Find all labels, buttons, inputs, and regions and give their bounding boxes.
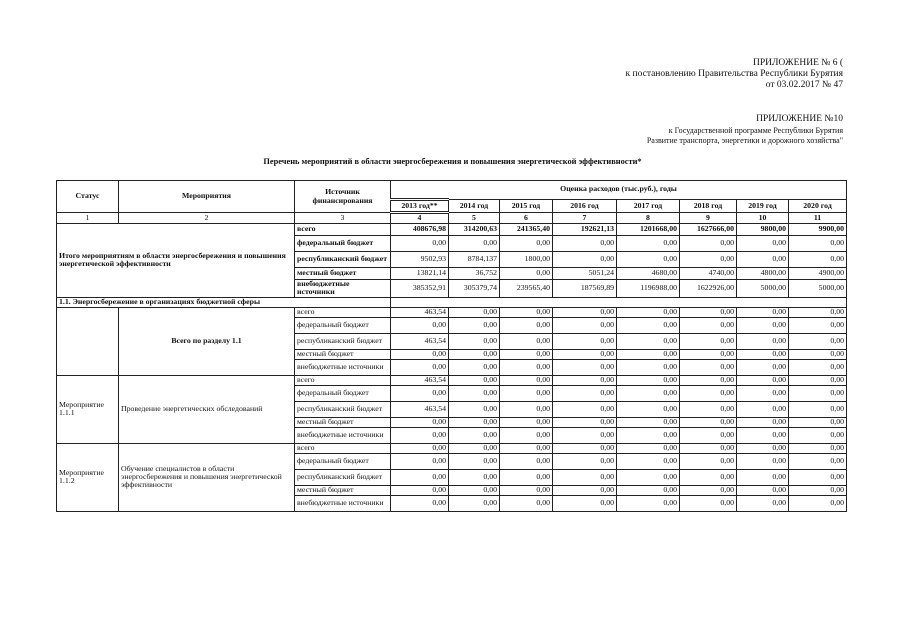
- value-cell: 0,00: [449, 333, 500, 349]
- value-cell: 0,00: [391, 236, 449, 252]
- value-cell: 0,00: [449, 453, 500, 469]
- value-cell: 192621,13: [553, 224, 617, 236]
- value-cell: 8784,137: [449, 252, 500, 268]
- value-cell: 0,00: [553, 495, 617, 511]
- value-cell: 0,00: [553, 469, 617, 485]
- value-cell: 36,752: [449, 268, 500, 280]
- header-year-6: 2019 год: [737, 200, 789, 213]
- value-cell: 314200,63: [449, 224, 500, 236]
- value-cell: 0,00: [737, 453, 789, 469]
- value-cell: 0,00: [449, 469, 500, 485]
- value-cell: 0,00: [391, 359, 449, 375]
- appendix-6-line1: ПРИЛОЖЕНИЕ № 6 (: [752, 58, 843, 68]
- value-cell: 0,00: [391, 485, 449, 495]
- value-cell: 0,00: [391, 453, 449, 469]
- header-year-5: 2018 год: [680, 200, 737, 213]
- column-number-11: 11: [789, 213, 847, 224]
- value-cell: 0,00: [500, 359, 553, 375]
- column-number-8: 8: [617, 213, 680, 224]
- value-cell: 4900,00: [789, 268, 847, 280]
- funding-source: местный бюджет: [295, 268, 391, 280]
- value-cell: 9502,93: [391, 252, 449, 268]
- funding-source: федеральный бюджет: [295, 236, 391, 252]
- value-cell: 1201668,00: [617, 224, 680, 236]
- value-cell: 0,00: [449, 307, 500, 317]
- value-cell: 0,00: [500, 417, 553, 427]
- value-cell: 0,00: [680, 495, 737, 511]
- value-cell: 0,00: [449, 495, 500, 511]
- value-cell: 0,00: [449, 401, 500, 417]
- value-cell: 0,00: [553, 443, 617, 453]
- funding-source: всего: [295, 224, 391, 236]
- value-cell: 0,00: [789, 453, 847, 469]
- value-cell: 0,00: [617, 333, 680, 349]
- funding-source: внебюджетные источники: [295, 495, 391, 511]
- value-cell: 0,00: [680, 252, 737, 268]
- appendix-10-line3: Развитие транспорта, энергетики и дорожного хозяйства": [646, 135, 843, 145]
- value-cell: 0,00: [789, 236, 847, 252]
- table-body: [57, 224, 847, 512]
- value-cell: 0,00: [553, 485, 617, 495]
- value-cell: 0,00: [391, 385, 449, 401]
- value-cell: 0,00: [553, 333, 617, 349]
- value-cell: 0,00: [553, 252, 617, 268]
- value-cell: 0,00: [680, 375, 737, 385]
- header-year-1: 2014 год: [449, 200, 500, 213]
- group-activity: Обучение специалистов в области энергосбережения и повышения энергетической эффективности: [119, 443, 295, 511]
- value-cell: 0,00: [500, 453, 553, 469]
- funding-source: республиканский бюджет: [295, 252, 391, 268]
- column-number-9: 9: [680, 213, 737, 224]
- value-cell: 0,00: [789, 485, 847, 495]
- table-row: [57, 307, 847, 317]
- value-cell: 0,00: [789, 495, 847, 511]
- value-cell: 0,00: [680, 236, 737, 252]
- value-cell: 0,00: [680, 453, 737, 469]
- value-cell: 0,00: [789, 443, 847, 453]
- value-cell: 1800,00: [500, 252, 553, 268]
- value-cell: 0,00: [680, 349, 737, 359]
- value-cell: 0,00: [737, 317, 789, 333]
- header-year-3: 2016 год: [553, 200, 617, 213]
- value-cell: 0,00: [617, 349, 680, 359]
- value-cell: 0,00: [449, 417, 500, 427]
- value-cell: 0,00: [500, 268, 553, 280]
- value-cell: 4740,00: [680, 268, 737, 280]
- value-cell: 1622926,00: [680, 280, 737, 298]
- funding-source: внебюджетные источники: [295, 280, 391, 298]
- value-cell: 0,00: [737, 252, 789, 268]
- value-cell: 0,00: [737, 349, 789, 359]
- value-cell: 0,00: [789, 307, 847, 317]
- value-cell: 0,00: [391, 417, 449, 427]
- value-cell: 0,00: [680, 385, 737, 401]
- document-title: Перечень мероприятий в области энергосбережения и повышения энергетической эффективности*: [263, 157, 642, 166]
- group-status: Итого мероприятиям в области энергосбережения и повышения энергетической эффективности: [57, 224, 295, 298]
- header-year-4: 2017 год: [617, 200, 680, 213]
- funding-source: республиканский бюджет: [295, 333, 391, 349]
- value-cell: 0,00: [789, 385, 847, 401]
- value-cell: 5051,24: [553, 268, 617, 280]
- header-source: Источник финансирования: [295, 181, 391, 213]
- appendix-6-line3: от 03.02.2017 № 47: [765, 80, 843, 90]
- value-cell: 0,00: [617, 375, 680, 385]
- value-cell: 463,54: [391, 401, 449, 417]
- value-cell: 0,00: [500, 443, 553, 453]
- value-cell: 0,00: [617, 495, 680, 511]
- column-number-5: 5: [449, 213, 500, 224]
- value-cell: 0,00: [737, 401, 789, 417]
- value-cell: 0,00: [617, 469, 680, 485]
- value-cell: 0,00: [553, 307, 617, 317]
- value-cell: 0,00: [617, 385, 680, 401]
- value-cell: 0,00: [737, 385, 789, 401]
- value-cell: 0,00: [737, 307, 789, 317]
- appendix-10-line2: к Государственной программе Республики Бурятия: [668, 126, 843, 135]
- header-numbers-row: [57, 213, 847, 224]
- group-status: [57, 307, 119, 375]
- header-costs: Оценка расходов (тыс.руб.), годы: [391, 181, 847, 200]
- value-cell: 0,00: [680, 401, 737, 417]
- value-cell: 0,00: [500, 349, 553, 359]
- value-cell: 0,00: [680, 443, 737, 453]
- value-cell: 0,00: [680, 359, 737, 375]
- value-cell: 463,54: [391, 307, 449, 317]
- value-cell: 0,00: [789, 333, 847, 349]
- column-number-10: 10: [737, 213, 789, 224]
- value-cell: 408676,98: [391, 224, 449, 236]
- value-cell: 5000,00: [737, 280, 789, 298]
- value-cell: 0,00: [737, 236, 789, 252]
- group-status: Мероприятие 1.1.1: [57, 375, 119, 443]
- value-cell: 0,00: [737, 359, 789, 375]
- value-cell: 0,00: [737, 485, 789, 495]
- table-row: [57, 224, 847, 236]
- value-cell: 4800,00: [737, 268, 789, 280]
- value-cell: 0,00: [500, 401, 553, 417]
- header-year-0: 2013 год**: [391, 200, 449, 213]
- value-cell: 0,00: [617, 443, 680, 453]
- value-cell: 0,00: [680, 417, 737, 427]
- value-cell: 9900,00: [789, 224, 847, 236]
- value-cell: 0,00: [449, 317, 500, 333]
- value-cell: 463,54: [391, 375, 449, 385]
- section-row: [57, 297, 847, 307]
- value-cell: 0,00: [449, 359, 500, 375]
- header-status: Статус: [57, 181, 119, 213]
- value-cell: 0,00: [617, 453, 680, 469]
- value-cell: 0,00: [680, 307, 737, 317]
- value-cell: 0,00: [391, 469, 449, 485]
- value-cell: 0,00: [789, 375, 847, 385]
- value-cell: 0,00: [500, 333, 553, 349]
- value-cell: 0,00: [789, 359, 847, 375]
- value-cell: 305379,74: [449, 280, 500, 298]
- value-cell: 0,00: [553, 236, 617, 252]
- value-cell: 0,00: [789, 427, 847, 443]
- appendix-10-line1: ПРИЛОЖЕНИЕ №10: [756, 114, 843, 124]
- value-cell: 0,00: [500, 469, 553, 485]
- value-cell: 9800,00: [737, 224, 789, 236]
- value-cell: 0,00: [680, 427, 737, 443]
- table-row: [57, 443, 847, 453]
- value-cell: 0,00: [391, 349, 449, 359]
- expenditure-table: [56, 180, 847, 512]
- value-cell: 0,00: [553, 427, 617, 443]
- column-number-4: 4: [391, 213, 449, 224]
- value-cell: 0,00: [500, 495, 553, 511]
- value-cell: 0,00: [500, 307, 553, 317]
- value-cell: 0,00: [391, 317, 449, 333]
- value-cell: 0,00: [737, 375, 789, 385]
- value-cell: 0,00: [553, 359, 617, 375]
- column-number-2: 2: [119, 213, 295, 224]
- value-cell: 0,00: [737, 427, 789, 443]
- value-cell: 0,00: [500, 385, 553, 401]
- value-cell: 0,00: [737, 495, 789, 511]
- value-cell: 0,00: [789, 401, 847, 417]
- value-cell: 0,00: [553, 385, 617, 401]
- value-cell: 0,00: [449, 236, 500, 252]
- value-cell: 0,00: [449, 349, 500, 359]
- value-cell: 4680,00: [617, 268, 680, 280]
- funding-source: всего: [295, 375, 391, 385]
- value-cell: 0,00: [449, 485, 500, 495]
- value-cell: 0,00: [617, 417, 680, 427]
- value-cell: 0,00: [391, 443, 449, 453]
- value-cell: 239565,40: [500, 280, 553, 298]
- header-year-7: 2020 год: [789, 200, 847, 213]
- value-cell: 0,00: [553, 401, 617, 417]
- value-cell: 0,00: [553, 375, 617, 385]
- value-cell: 0,00: [500, 427, 553, 443]
- table-row: [57, 375, 847, 385]
- value-cell: 0,00: [617, 427, 680, 443]
- value-cell: 0,00: [391, 495, 449, 511]
- value-cell: 0,00: [449, 375, 500, 385]
- funding-source: республиканский бюджет: [295, 469, 391, 485]
- value-cell: 0,00: [737, 333, 789, 349]
- funding-source: местный бюджет: [295, 417, 391, 427]
- group-activity: Всего по разделу 1.1: [119, 307, 295, 375]
- column-number-6: 6: [500, 213, 553, 224]
- header-year-2: 2015 год: [500, 200, 553, 213]
- funding-source: республиканский бюджет: [295, 401, 391, 417]
- value-cell: 0,00: [789, 469, 847, 485]
- value-cell: 0,00: [449, 443, 500, 453]
- value-cell: 0,00: [617, 317, 680, 333]
- group-status: Мероприятие 1.1.2: [57, 443, 119, 511]
- value-cell: 0,00: [680, 485, 737, 495]
- group-activity: Проведение энергетических обследований: [119, 375, 295, 443]
- value-cell: 0,00: [553, 453, 617, 469]
- value-cell: 0,00: [617, 252, 680, 268]
- funding-source: федеральный бюджет: [295, 317, 391, 333]
- funding-source: всего: [295, 443, 391, 453]
- value-cell: 0,00: [553, 317, 617, 333]
- value-cell: 0,00: [737, 417, 789, 427]
- value-cell: 0,00: [391, 427, 449, 443]
- value-cell: 241365,40: [500, 224, 553, 236]
- value-cell: 187569,89: [553, 280, 617, 298]
- appendix-10-header: [647, 113, 843, 145]
- section-title: 1.1. Энергосбережение в организациях бюджетной сферы: [57, 297, 391, 307]
- value-cell: 0,00: [500, 236, 553, 252]
- funding-source: федеральный бюджет: [295, 453, 391, 469]
- value-cell: 0,00: [500, 485, 553, 495]
- value-cell: 385352,91: [391, 280, 449, 298]
- value-cell: 0,00: [680, 469, 737, 485]
- value-cell: 0,00: [617, 307, 680, 317]
- value-cell: 0,00: [617, 485, 680, 495]
- funding-source: федеральный бюджет: [295, 385, 391, 401]
- column-number-1: 1: [57, 213, 119, 224]
- value-cell: 0,00: [680, 317, 737, 333]
- column-number-7: 7: [553, 213, 617, 224]
- value-cell: 0,00: [789, 349, 847, 359]
- header-activity: Мероприятия: [119, 181, 295, 213]
- value-cell: 0,00: [553, 417, 617, 427]
- value-cell: 0,00: [789, 417, 847, 427]
- value-cell: 0,00: [500, 317, 553, 333]
- column-number-3: 3: [295, 213, 391, 224]
- value-cell: 0,00: [500, 375, 553, 385]
- value-cell: 0,00: [737, 443, 789, 453]
- value-cell: 0,00: [680, 333, 737, 349]
- value-cell: 0,00: [617, 236, 680, 252]
- value-cell: 0,00: [617, 401, 680, 417]
- funding-source: местный бюджет: [295, 349, 391, 359]
- value-cell: 0,00: [789, 317, 847, 333]
- value-cell: 13821,14: [391, 268, 449, 280]
- value-cell: 0,00: [553, 349, 617, 359]
- value-cell: 1627666,00: [680, 224, 737, 236]
- appendix-6-header: [626, 58, 843, 91]
- funding-source: внебюджетные источники: [295, 359, 391, 375]
- appendix-6-line2: к постановлению Правительства Республики Бурятия: [625, 69, 843, 79]
- value-cell: 0,00: [617, 359, 680, 375]
- value-cell: 5000,00: [789, 280, 847, 298]
- value-cell: 0,00: [789, 252, 847, 268]
- funding-source: всего: [295, 307, 391, 317]
- value-cell: 0,00: [449, 385, 500, 401]
- section-empty-cell: [391, 297, 847, 307]
- value-cell: 0,00: [737, 469, 789, 485]
- funding-source: внебюджетные источники: [295, 427, 391, 443]
- value-cell: 0,00: [449, 427, 500, 443]
- value-cell: 1196988,00: [617, 280, 680, 298]
- funding-source: местный бюджет: [295, 485, 391, 495]
- value-cell: 463,54: [391, 333, 449, 349]
